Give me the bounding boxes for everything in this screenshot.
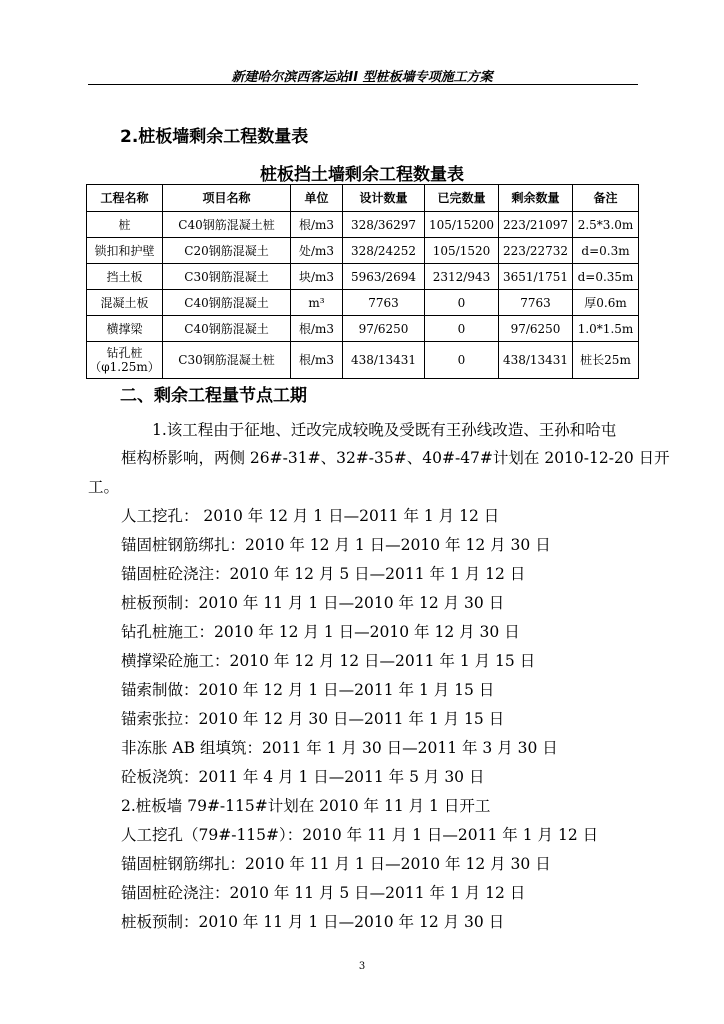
table-cell: 根/m3 — [291, 316, 343, 342]
table-cell: 0 — [425, 290, 499, 316]
schedule-item: 锚索制做：2010 年 12 月 1 日—2011 年 1 月 15 日 — [121, 681, 495, 699]
schedule-item: 桩板预制：2010 年 11 月 1 日—2010 年 12 月 30 日 — [121, 913, 505, 931]
schedule-item: 锚固桩砼浇注：2010 年 12 月 5 日—2011 年 1 月 12 日 — [121, 565, 526, 583]
paragraph-line: 框构桥影响，两侧 26#-31#、32#-35#、40#-47#计划在 2010-12-20 日开 — [121, 449, 670, 467]
table-cell — [87, 342, 163, 379]
table-row — [87, 342, 639, 379]
table-cell: C40钢筋混凝土 — [163, 290, 291, 316]
table-cell: C30钢筋混凝土桩 — [163, 342, 291, 379]
running-header: 新建哈尔滨西客运站II 型桩板墙专项施工方案 — [231, 70, 493, 85]
column-header: 已完数量 — [425, 185, 499, 212]
column-header: 设计数量 — [343, 185, 425, 212]
table-title: 桩板挡土墙剩余工程数量表 — [260, 165, 464, 185]
table-cell: 桩 — [87, 212, 163, 238]
schedule-item: 锚索张拉：2010 年 12 月 30 日—2011 年 1 月 15 日 — [121, 710, 505, 728]
table-row — [87, 238, 639, 264]
table-cell: 0 — [425, 342, 499, 379]
schedule-item: 人工挖孔（79#-115#）：2010 年 11 月 1 日—2011 年 1 月 12 日 — [121, 826, 599, 844]
cell-line: 钻孔桩 — [106, 346, 143, 360]
table-cell: d=0.3m — [573, 238, 639, 264]
section-heading: 2.桩板墙剩余工程数量表 — [120, 127, 309, 147]
table-row — [87, 212, 639, 238]
schedule-item: 锚固桩砼浇注：2010 年 11 月 5 日—2011 年 1 月 12 日 — [121, 884, 526, 902]
table-cell: 7763 — [343, 290, 425, 316]
table-cell: C40钢筋混凝土 — [163, 316, 291, 342]
quantity-table — [86, 184, 639, 379]
column-header: 备注 — [573, 185, 639, 212]
column-header: 剩余数量 — [499, 185, 573, 212]
table-cell: 328/24252 — [343, 238, 425, 264]
table-cell: 桩长25m — [573, 342, 639, 379]
page-number: 3 — [358, 961, 366, 972]
table-cell: 105/15200 — [425, 212, 499, 238]
table-cell: 0 — [425, 316, 499, 342]
table-cell: 块/m3 — [291, 264, 343, 290]
table-cell: 438/13431 — [499, 342, 573, 379]
header-rule — [88, 84, 638, 85]
table-header-row — [87, 185, 639, 212]
schedule-item: 钻孔桩施工：2010 年 12 月 1 日—2010 年 12 月 30 日 — [121, 623, 520, 641]
table-cell: d=0.35m — [573, 264, 639, 290]
schedule-item: 非冻胀 AB 组填筑：2011 年 1 月 30 日—2011 年 3 月 30 日 — [121, 739, 558, 757]
table-cell: 7763 — [499, 290, 573, 316]
table-cell: 2312/943 — [425, 264, 499, 290]
table-cell: 挡土板 — [87, 264, 163, 290]
table-cell: 438/13431 — [343, 342, 425, 379]
paragraph-line: 2.桩板墙 79#-115#计划在 2010 年 11 月 1 日开工 — [121, 797, 491, 815]
table-cell: 223/22732 — [499, 238, 573, 264]
table-cell: m³ — [291, 290, 343, 316]
table-cell: 根/m3 — [291, 342, 343, 379]
table-cell: 锁扣和护壁 — [87, 238, 163, 264]
column-header: 工程名称 — [87, 185, 163, 212]
table-cell: 根/m3 — [291, 212, 343, 238]
schedule-item: 人工挖孔： 2010 年 12 月 1 日—2011 年 1 月 12 日 — [121, 507, 500, 525]
table-cell: 1.0*1.5m — [573, 316, 639, 342]
table-cell: 混凝土板 — [87, 290, 163, 316]
table-cell: C30钢筋混凝土 — [163, 264, 291, 290]
table-cell: 223/21097 — [499, 212, 573, 238]
table-cell: 横撑梁 — [87, 316, 163, 342]
table-cell: 5963/2694 — [343, 264, 425, 290]
column-header: 项目名称 — [163, 185, 291, 212]
table-cell: 2.5*3.0m — [573, 212, 639, 238]
schedule-item: 锚固桩钢筋绑扎：2010 年 11 月 1 日—2010 年 12 月 30 日 — [121, 855, 551, 873]
table-cell: 105/1520 — [425, 238, 499, 264]
table-cell: 97/6250 — [499, 316, 573, 342]
schedule-item: 砼板浇筑：2011 年 4 月 1 日—2011 年 5 月 30 日 — [121, 768, 485, 786]
table-row — [87, 264, 639, 290]
table-cell: C40钢筋混凝土桩 — [163, 212, 291, 238]
schedule-item: 桩板预制：2010 年 11 月 1 日—2010 年 12 月 30 日 — [121, 594, 505, 612]
schedule-item: 锚固桩钢筋绑扎：2010 年 12 月 1 日—2010 年 12 月 30 日 — [121, 536, 551, 554]
table-cell: 3651/1751 — [499, 264, 573, 290]
table-cell: 厚0.6m — [573, 290, 639, 316]
schedule-item: 横撑梁砼施工：2010 年 12 月 12 日—2011 年 1 月 15 日 — [121, 652, 536, 670]
table-cell: C20钢筋混凝土 — [163, 238, 291, 264]
table-row — [87, 290, 639, 316]
paragraph-line: 工。 — [88, 478, 120, 496]
table-cell: 97/6250 — [343, 316, 425, 342]
table-cell: 处/m3 — [291, 238, 343, 264]
cell-line: （φ1.25m） — [89, 360, 160, 374]
table-row — [87, 316, 639, 342]
section-heading-2: 二、剩余工程量节点工期 — [120, 386, 307, 406]
column-header: 单位 — [291, 185, 343, 212]
table-cell: 328/36297 — [343, 212, 425, 238]
paragraph-line: 1.该工程由于征地、迁改完成较晚及受既有王孙线改造、王孙和哈屯 — [152, 421, 617, 439]
